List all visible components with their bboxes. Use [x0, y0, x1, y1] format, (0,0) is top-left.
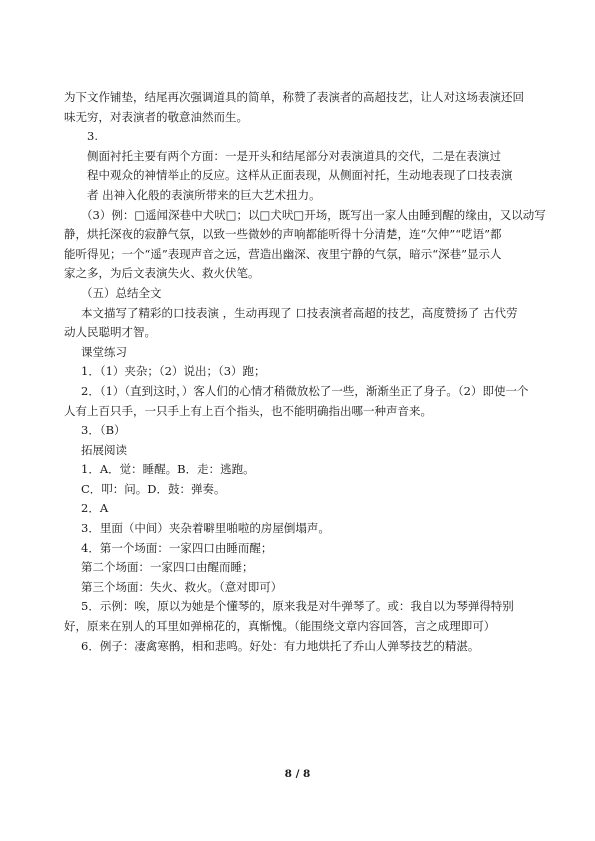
text-line: 1．（1）夹杂；（2）说出；（3）跑；: [81, 364, 266, 379]
text-line: 者 出神入化般的表演所带来的巨大艺术扭力。: [87, 187, 321, 202]
text-line: C．叩：问。D．鼓：弹奏。: [81, 481, 226, 496]
text-line: 2．A: [81, 501, 109, 516]
text-line: 静，烘托深夜的寂静气氛，以致一些微妙的声响都能听得十分清楚，连“欠伸”“呓语”都: [64, 227, 502, 242]
text-line: 6．例子：凄禽寒鹘，相和悲鸣。好处：有力地烘托了乔山人弹琴技艺的精湛。: [81, 638, 480, 653]
text-line: 好，原来在别人的耳里如弹棉花的，真惭愧。（能围绕文章内容回答，言之成理即可）: [64, 619, 496, 634]
text-line: 1．A．觉：睡醒。B．走：逃跑。: [81, 462, 255, 477]
text-line: 动人民聪明才智。: [64, 325, 156, 340]
text-line: 能听得见；一个“遥”表现声音之远，营造出幽深、夜里宁静的气氛，暗示“深巷”显示人: [64, 246, 502, 261]
text-line: 4．第一个场面：一家四口由睡而醒；: [81, 540, 273, 555]
text-line: （3）例：□遥闻深巷中犬吠□；以□犬吠□开场，既写出一家人由睡到醒的缘由，又以动写: [81, 207, 546, 222]
text-line: 2．（1）（直到这时，）客人们的心情才稍微放松了一些，渐渐坐正了身子。（2）即使一个: [81, 383, 529, 398]
text-line: 3.: [87, 129, 98, 144]
text-line: 5．示例：唉，原以为她是个懂琴的，原来我是对牛弹琴了。或：我自以为琴弹得特别: [81, 599, 514, 614]
document-body: [64, 88, 546, 656]
text-line: 3．里面（中间）夹杂着噼里啪啦的房屋倒塌声。: [81, 521, 330, 536]
text-line: 程中观众的神情举止的反应。这样从正面表现，从侧面衬托，生动地表现了口技表演: [87, 168, 513, 183]
text-line: 侧面衬托主要有两个方面：一是开头和结尾部分对表演道具的交代，二是在表演过: [87, 148, 501, 163]
text-line: 家之多，为后文表演失火、救火伏笔。: [64, 266, 260, 281]
text-line: 人有上百只手，一只手上有上百个指头，也不能明确指出哪一种声音来。: [64, 403, 432, 418]
text-line: 第三个场面：失火、救火。（意对即可）: [81, 579, 283, 594]
text-line: 本文描写了精彩的口技表演 ，生动再现了 口技表演者高超的技艺，高度赞扬了 古代劳: [81, 305, 518, 320]
page-number: 8 / 8: [284, 768, 311, 780]
text-line: 第二个场面：一家四口由醒而睡；: [81, 560, 254, 575]
text-line: 课堂练习: [81, 344, 127, 359]
text-line: 3．（B）: [81, 423, 126, 438]
text-line: 味无穷，对表演者的敬意油然而生。: [64, 109, 248, 124]
text-line: 拓展阅读: [81, 442, 127, 457]
text-line: （五）总结全文: [81, 285, 162, 300]
text-line: 为下文作铺垫，结尾再次强调道具的简单，称赞了表演者的高超技艺，让人对这场表演还回: [64, 90, 524, 104]
